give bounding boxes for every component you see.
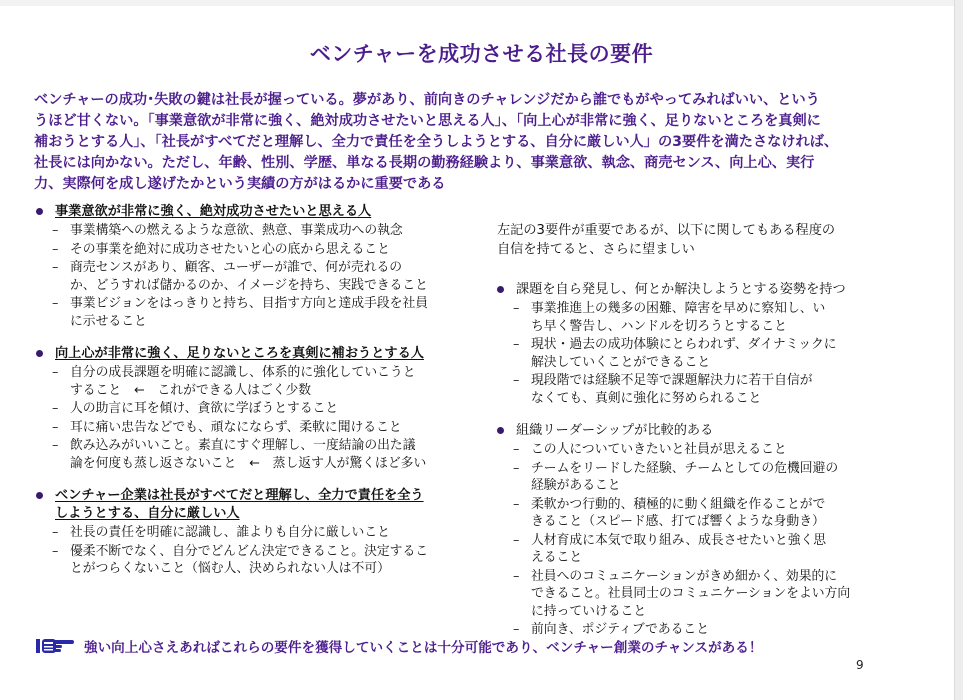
pointing-hand-icon	[36, 636, 76, 656]
page-number: 9	[856, 658, 864, 672]
list-item: – チームをリードした経験、チームとしての危機回避の 経験があること	[513, 460, 839, 493]
list-item: – 耳に痛い忠告などでも、頑なにならず、柔軟に聞けること	[52, 419, 402, 435]
dash-marker: –	[52, 525, 59, 540]
bullet-dot-icon	[497, 427, 504, 434]
bullet-dot-icon	[36, 492, 43, 499]
section-heading: ベンチャー企業は社長がすべてだと理解し、全力で責任を全う しようとする、自分に厳しい人	[55, 488, 424, 521]
page-top-edge	[0, 0, 963, 6]
list-item: – 柔軟かつ行動的、積極的に動く組織を作ることがで きること（スピード感、打てば響くような身動き）	[513, 496, 826, 529]
dash-marker: –	[52, 223, 59, 238]
list-item: – 社長の責任を明確に認識し、誰よりも自分に厳しいこと	[52, 525, 390, 540]
dash-marker: –	[513, 460, 520, 476]
dash-marker: –	[52, 438, 59, 453]
right-section-1	[497, 281, 877, 407]
list-item: – 現状・過去の成功体験にとらわれず、ダイナミックに 解決していくことができること	[513, 337, 837, 370]
list-item: – 人材育成に本気で取り組み、成長させたいと強く思 えること	[513, 532, 827, 565]
section-heading: 組織リーダーシップが比較的ある	[516, 423, 714, 438]
section-heading: 事業意欲が非常に強く、絶対成功させたいと思える人	[55, 204, 372, 219]
dash-marker: –	[513, 622, 520, 637]
dash-marker: –	[52, 260, 59, 275]
page-right-edge	[954, 0, 963, 700]
dash-marker: –	[52, 419, 59, 435]
dash-marker: –	[513, 568, 520, 584]
list-item: – 現段階では経験不足等で課題解決力に若干自信が なくても、真剣に強化に努められること	[513, 373, 813, 406]
list-item: – 前向き、ポジティブであること	[513, 622, 710, 637]
list-item: – 事業推進上の幾多の困難、障害を早めに察知し、い ち早く警告し、ハンドルを切ろうとすること	[513, 301, 826, 334]
dash-marker: –	[52, 365, 59, 380]
list-item: – 優柔不断でなく、自分でどんどん決定できること。決定するこ とがつらくないこと（悩む人、決められない人は不可）	[52, 543, 429, 576]
intro-paragraph: ベンチャーの成功･失敗の鍵は社長が握っている。夢があり、前向きのチャレンジだから誰でもがやってみればいい、という うほど甘くない。「事業意欲が非常に強く、絶対成功させたいと思える人」、「向上心が非常に強く、足りないところを真剣に 補おうとする人」、「社長がすべてだと理解し、全力で責任を全うしようとする、自分に厳しい人」の3要件を満たさなければ、 社長には向かない。ただし、年齢、性別、学歴、単なる長期の勤務経験より、事業意欲、執念、商売センス、向上心、実行 力、実際何を成し遂げたかという実績の方がはるかに重要である	[34, 92, 839, 192]
dash-marker: –	[52, 241, 59, 257]
section-heading: 向上心が非常に強く、足りないところを真剣に補おうとする人	[55, 346, 424, 361]
dash-marker: –	[52, 543, 59, 559]
dash-marker: –	[513, 442, 520, 457]
dash-marker: –	[513, 337, 520, 352]
list-item: – 社員へのコミュニケーションがきめ細かく、効果的に できること。社員同士のコミュニケーションをよい方向 に持っていけること	[513, 568, 851, 619]
list-item: – この人についていきたいと社員が思えること	[513, 442, 787, 457]
list-item: – 事業構築への燃えるような意欲、熱意、事業成功への執念	[52, 223, 403, 238]
left-section-3	[36, 487, 466, 578]
left-section-2	[36, 345, 466, 472]
list-item: – 商売センスがあり、顧客、ユーザーが誰で、何が売れるの か、どうすれば儲かるのか、イメージを持ち、実践できること	[52, 260, 428, 293]
list-item: – 事業ビジョンをはっきりと持ち、目指す方向と達成手段を社員 に示せること	[52, 296, 429, 329]
bullet-dot-icon	[497, 286, 504, 293]
list-item: – 人の助言に耳を傾け、貪欲に学ぼうとすること	[52, 401, 339, 416]
section-heading: 課題を自ら発見し、何とか解決しようとする姿勢を持つ	[516, 282, 846, 297]
dash-marker: –	[513, 532, 520, 548]
left-column	[36, 203, 466, 593]
dash-marker: –	[513, 301, 520, 316]
bullet-dot-icon	[36, 350, 43, 357]
right-column	[497, 221, 877, 654]
list-item: – 飲み込みがいいこと。素直にすぐ理解し、一度結論の出た議 論を何度も蒸し返さないこと ← 蒸し返す人が驚くほど多い	[52, 438, 427, 471]
dash-marker: –	[52, 296, 59, 311]
dash-marker: –	[52, 401, 59, 416]
right-note: 左記の3要件が重要であるが、以下に関してもある程度の 自信を持てると、さらに望ましい	[497, 223, 836, 257]
dash-marker: –	[513, 373, 520, 388]
left-section-1	[36, 203, 466, 330]
footer-text: 強い向上心さえあればこれらの要件を獲得していくことは十分可能であり、ベンチャー創業のチャンスがある！	[84, 640, 763, 656]
dash-marker: –	[513, 496, 520, 512]
bullet-dot-icon	[36, 208, 43, 215]
list-item: – その事業を絶対に成功させたいと心の底から思えること	[52, 241, 390, 257]
list-item: – 自分の成長課題を明確に認識し、体系的に強化していこうと すること ← これができる人はごく少数	[52, 365, 416, 398]
footer-message	[36, 636, 916, 656]
page-title: ベンチャーを成功させる社長の要件	[309, 42, 654, 66]
right-section-2	[497, 422, 877, 639]
